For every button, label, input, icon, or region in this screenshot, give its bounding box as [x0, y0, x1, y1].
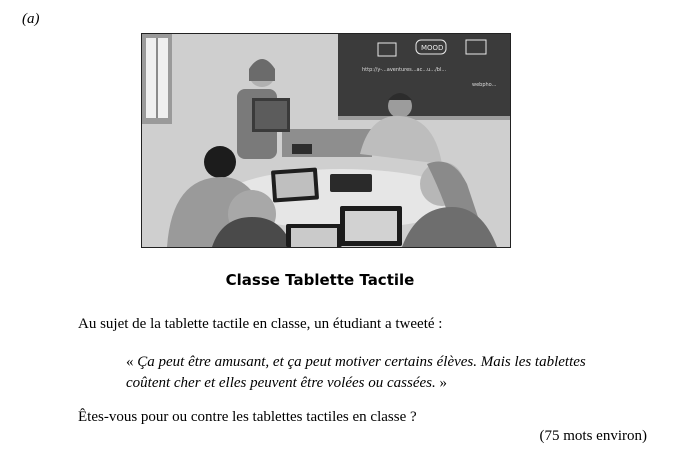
board-text-note: webpho... [472, 82, 497, 88]
word-count-note: (75 mots environ) [539, 428, 647, 444]
quote-open-mark: « [126, 354, 134, 370]
quote-line-1: Ça peut être amusant, et ça peut motiver certains élèves. Mais les tablettes [137, 354, 586, 370]
photo-caption: Classe Tablette Tactile [225, 271, 415, 289]
classroom-photo [141, 33, 511, 248]
quote-line-2: coûtent cher et elles peuvent être volées ou cassées. [126, 375, 436, 391]
tweet-quote [126, 352, 646, 394]
intro-text: Au sujet de la tablette tactile en classe, un étudiant a tweeté : [78, 316, 443, 332]
board-text-mood: MOOD [421, 44, 444, 52]
essay-question: Êtes-vous pour ou contre les tablettes tactiles en classe ? [78, 409, 417, 425]
board-text-url: http://y-...aventures...ac...u.../bl... [362, 67, 447, 73]
quote-close-mark: » [439, 375, 447, 391]
part-label: (a) [22, 11, 40, 27]
